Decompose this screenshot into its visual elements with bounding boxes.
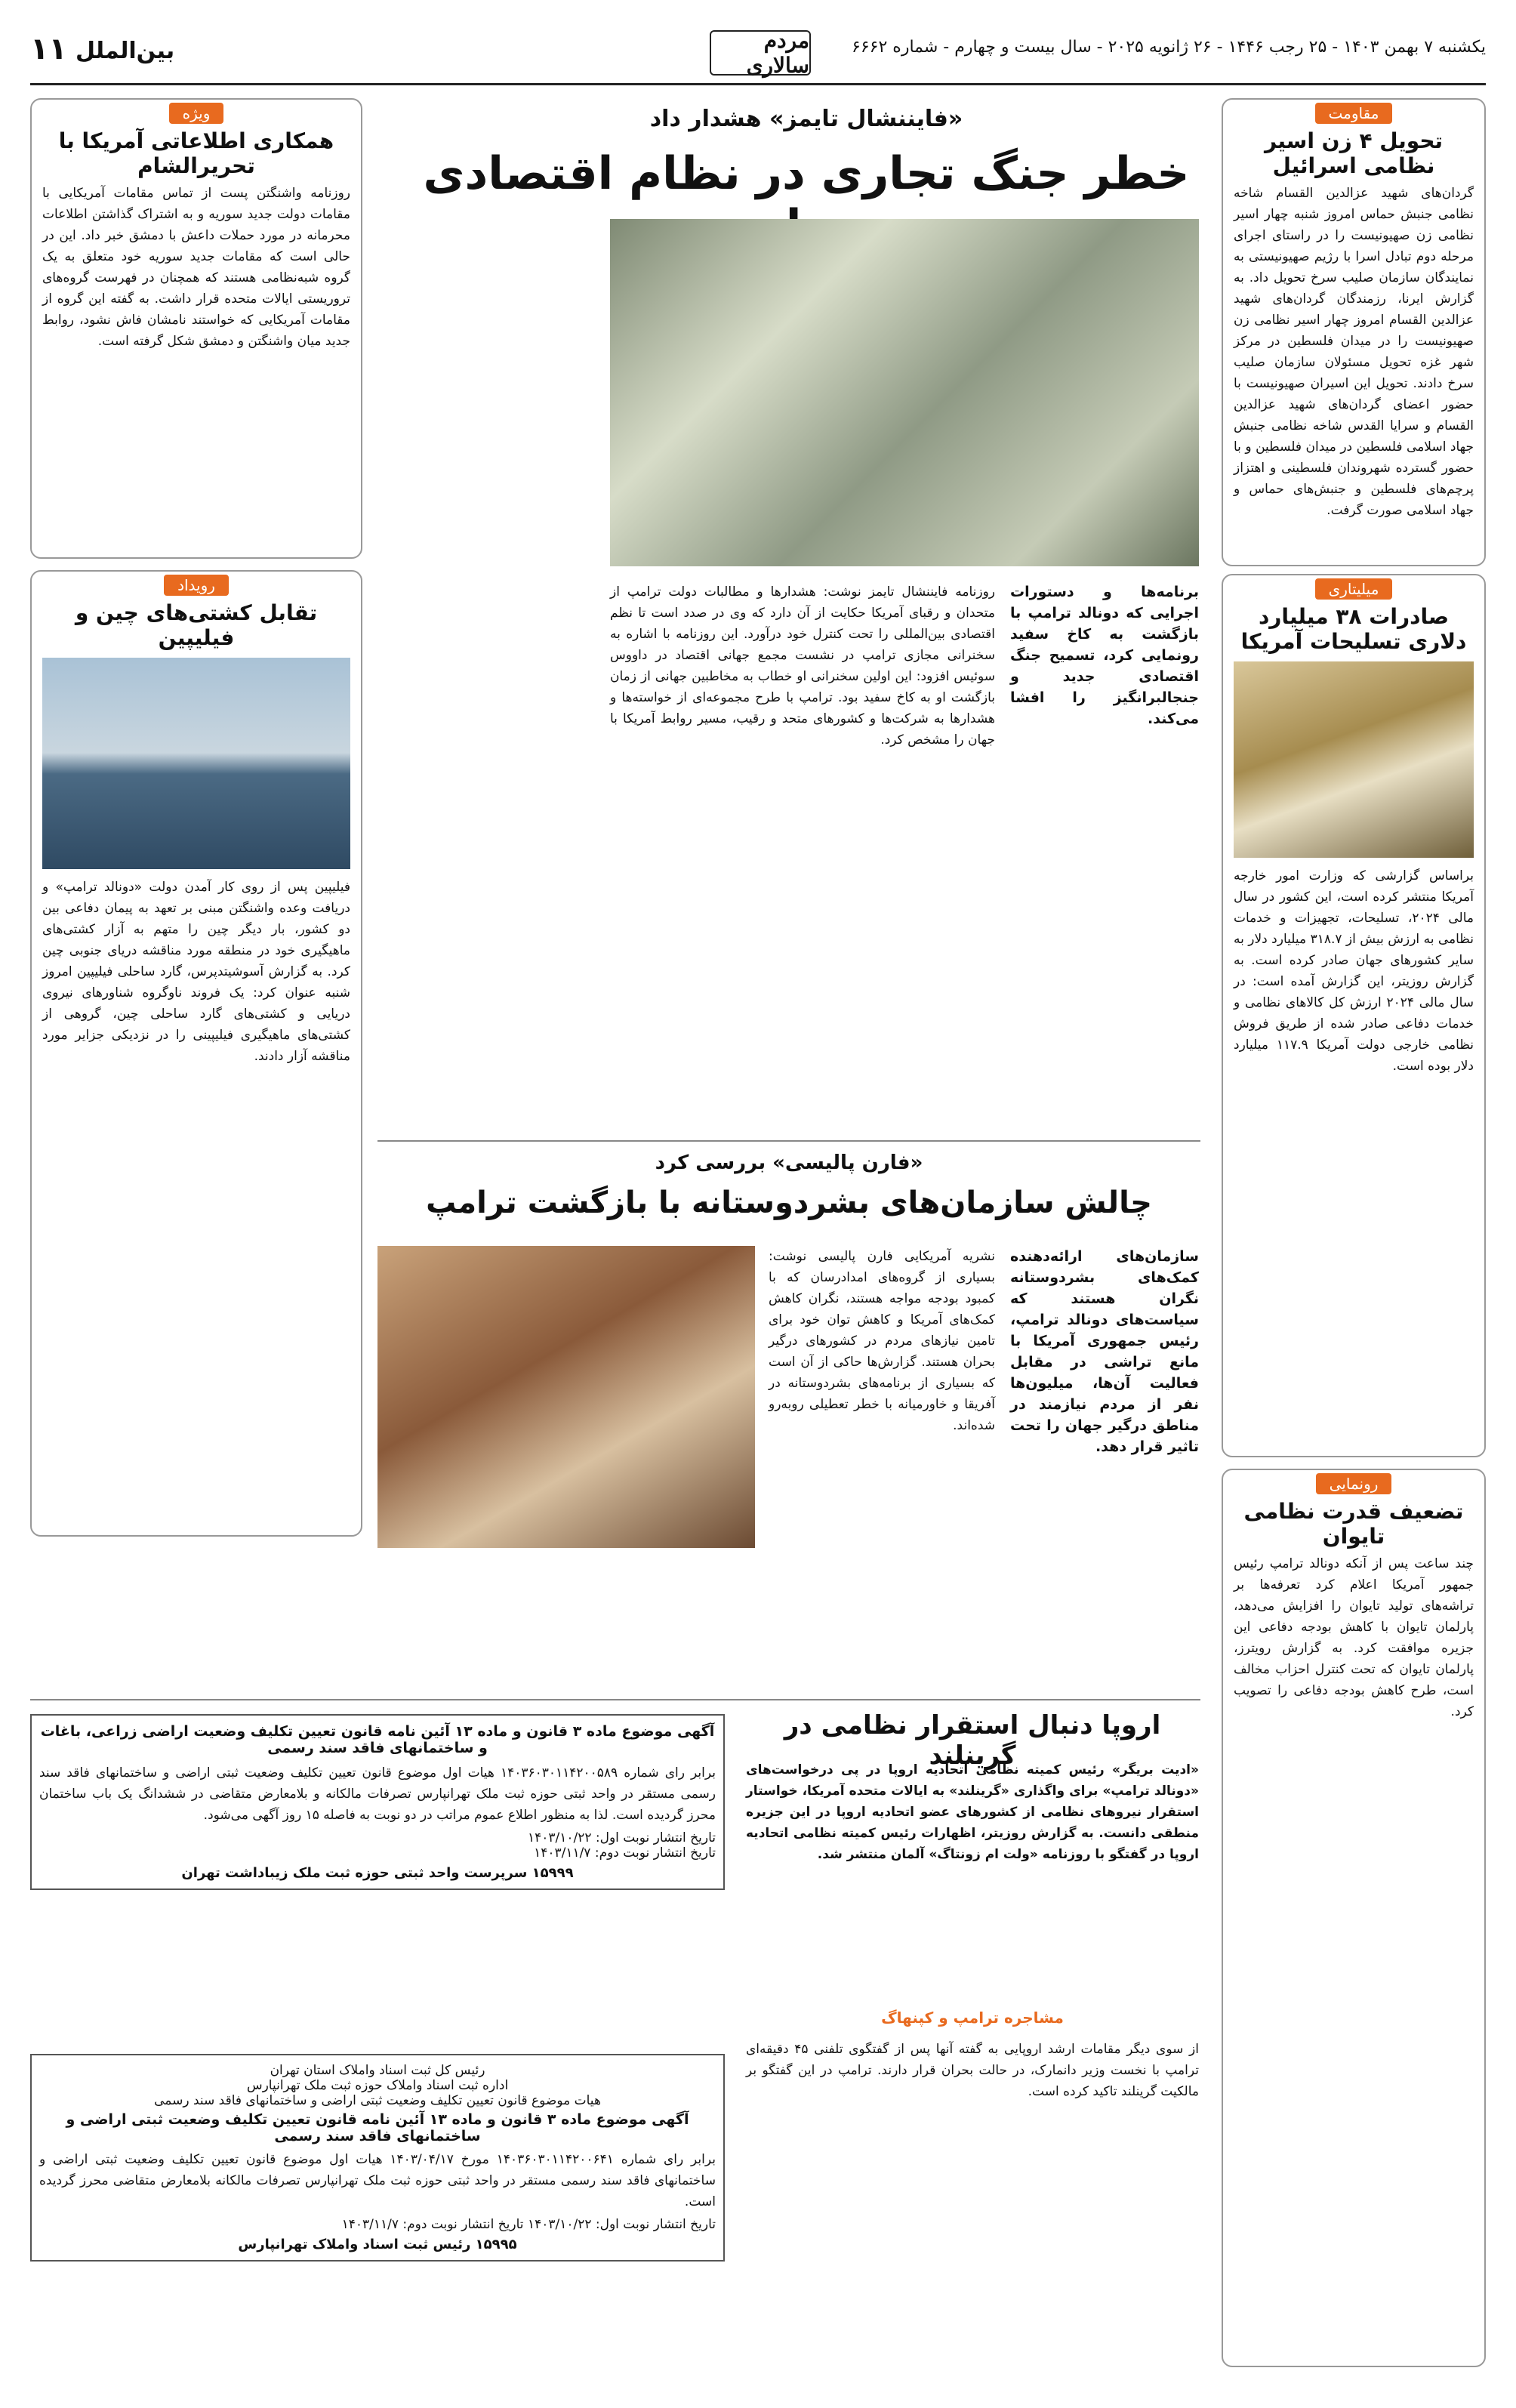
section-name: بین‌الملل bbox=[75, 38, 175, 64]
second-lead: سازمان‌های ارائه‌دهنده کمک‌های بشردوستانه نگران هستند که سیاست‌های دونالد ترامپ، رئیس جمهوری آمریکا با مانع تراشی در مقابل فعالیت آن‌ها، میلیون‌ها نفر از مردم نیازمند در مناطق درگیر جهان را تحت تاثیر قرار دهد. bbox=[1010, 1248, 1199, 1455]
notice-signature: ۱۵۹۹۵ رئیس ثبت اسناد واملاک تهرانپارس bbox=[238, 2237, 517, 2252]
notice-date-2: تاریخ انتشار نوبت دوم: ۱۴۰۳/۱۱/۷ bbox=[534, 1845, 716, 1861]
box-title: صادرات ۳۸ میلیارد دلاری تسلیحات آمریکا bbox=[1240, 604, 1467, 654]
notice-dates: تاریخ انتشار نوبت اول: ۱۴۰۳/۱۰/۲۲ تاریخ انتشار نوبت دوم: ۱۴۰۳/۱۱/۷ bbox=[341, 2217, 716, 2232]
newspaper-logo: مردم سالاری bbox=[710, 30, 811, 76]
notice-signature: ۱۵۹۹۹ سرپرست واحد ثبتی حوزه ثبت ملک زیباداشت تهران bbox=[181, 1865, 574, 1881]
main-body: روزنامه فایننشال تایمز نوشت: هشدارها و مطالبات دولت ترامپ از متحدان و رقبای آمریکا حکایت از آن دارد که وی در صدد است تا نظم اقتصادی بین‌المللی را تحت کنترل خود درآورد. این روزنامه با اشاره به سخنرانی مجازی ترامپ در نشست مجمع جهانی اقتصاد در داووس سوئیس افزود: این اولین سخنرانی او خطاب به مخاطبین جهانی از زمان بازگشت او به کاخ سفید بود. ترامپ با طرح مجموعه‌ای از خواسته‌ها و هشدارها به شرکت‌ها و کشورهای متحد و رقیب، مسیر روابط آمریکا با جهان را مشخص کرد. bbox=[610, 584, 995, 748]
left-box-event bbox=[30, 570, 362, 1537]
box-title: تضعیف قدرت نظامی تایوان bbox=[1243, 1499, 1464, 1549]
legal-notice-2 bbox=[30, 2054, 725, 2262]
page-number: ۱۱ bbox=[30, 32, 67, 66]
section-tag: میلیتاری bbox=[1315, 578, 1393, 600]
box-text: چند ساعت پس از آنکه دونالد ترامپ رئیس جمهور آمریکا اعلام کرد تعرفه‌ها بر تراشه‌های تولید تایوان را افزایش می‌دهد، پارلمان تایوان با کاهش بودجه دفاعی این جزیره موافقت کرد. به گزارش رویترز، پارلمان تایوان که تحت کنترل احزاب مخالف است، طرح کاهش بودجه دفاعی را تصویب کرد. bbox=[1234, 1556, 1474, 1719]
divider bbox=[30, 1699, 1200, 1700]
notice-org-2: اداره ثبت اسناد واملاک حوزه ثبت ملک تهرانپارس bbox=[246, 2078, 509, 2093]
right-box-taiwan bbox=[1222, 1469, 1486, 2367]
box-title: تحویل ۴ زن اسیر نظامی اسرائیل bbox=[1264, 128, 1444, 178]
box-text: روزنامه واشنگتن پست از تماس مقامات آمریکایی با مقامات دولت جدید سوریه و به اشتراک گذاشتن اطلاعات محرمانه در مورد حملات داعش با دمشق خبر داد. این در حالی است که مقامات جدید سوریه خود متعلق به یک گروه شبه‌نظامی هستند که همچنان در فهرست گروه‌های تروریستی ایالات متحده قرار داشت. به گفته این گروه از مقامات آمریکایی که خواستند نامشان فاش نشود، روابط جدید میان واشنگتن و دمشق شکل گرفته است. bbox=[42, 186, 350, 349]
second-kicker: «فارن پالیسی» بررسی کرد bbox=[655, 1152, 923, 1174]
refugee-children-photo bbox=[377, 1246, 755, 1548]
notice-date-1: تاریخ انتشار نوبت اول: ۱۴۰۳/۱۰/۲۲ bbox=[527, 1830, 716, 1845]
main-headline: خطر جنگ تجاری در نظام اقتصادی bbox=[423, 147, 1190, 200]
greenland-body: «ادیت بریگر» رئیس کمیته نظامی اتحادیه اروپا در پی درخواست‌های «دونالد ترامپ» برای واگذاری «گرینلند» به ایالات متحده آمریکا، خواستار استقرار نیروهای نظامی از کشورهای عضو اتحادیه اروپا در این جزیره منطقی دانست. به گزارش روزیتر، اظهارات رئیس کمیته نظامی اتحادیه اروپا در گفتگو با روزنامه «ولت ام زونتاگ» آلمان منتشر شد. bbox=[746, 1762, 1199, 1862]
divider bbox=[377, 1140, 1200, 1142]
missiles-photo bbox=[1234, 661, 1474, 858]
notice-org-3: هیات موضوع قانون تعیین تکلیف وضعیت ثبتی اراضی و ساختمانهای فاقد سند رسمی bbox=[154, 2093, 601, 2108]
box-title: تقابل کشتی‌های چین و فیلیپین bbox=[75, 600, 318, 650]
second-headline: چالش سازمان‌های بشردوستانه با بازگشت ترامپ bbox=[426, 1186, 1152, 1220]
box-text: براساس گزارشی که وزارت امور خارجه آمریکا منتشر کرده است، این کشور در سال مالی ۲۰۲۴، تسلیحات، تجهیزات و خدمات نظامی به ارزش بیش از ۳۱۸.۷ میلیارد دلار به سایر کشورهای جهان صادر کرده است. به گزارش روزیتر، این گزارش آمده است: در سال مالی ۲۰۲۴ ارزش کل کالاهای نظامی و خدمات دفاعی صادر شده از طریق فروش نظامی خارجی دولت آمریکا ۱۱۷.۹ میلیارد دلار بوده است. bbox=[1234, 868, 1474, 1074]
dateline: یکشنبه ۷ بهمن ۱۴۰۳ - ۲۵ رجب ۱۴۴۶ - ۲۶ ژانویه ۲۰۲۵ - سال بیست و چهارم - شماره ۶۶۶۲ bbox=[852, 38, 1486, 57]
main-lead: برنامه‌ها و دستورات اجرایی که دونالد ترامپ با بازگشت به کاخ سفید رونمایی کرد، تسمیح جنگ اقتصادی جدید و جنجالبرانگیز را افشا می‌کند. bbox=[1010, 584, 1199, 727]
notice-title: آگهی موضوع ماده ۳ قانون و ماده ۱۳ آئین نامه قانون تعیین تکلیف وضعیت اراضی زراعی، باغات و ساختمانهای فاقد سند رسمی bbox=[40, 1723, 715, 1756]
notice-title: آگهی موضوع ماده ۳ قانون و ماده ۱۳ آئین نامه قانون تعیین تکلیف وضعیت ثبتی اراضی و ساختمانهای فاقد سند رسمی bbox=[66, 2111, 689, 2144]
section-tag: رونمایی bbox=[1316, 1473, 1392, 1494]
notice-text: برابر رای شماره ۱۴۰۳۶۰۳۰۱۱۴۲۰۰۶۴۱ مورخ ۱۴۰۳/۰۴/۱۷ هیات اول موضوع قانون تعیین تکلیف وضعیت ثبتی اراضی و ساختمانهای فاقد سند رسمی مستقر در واحد ثبتی حوزه ثبت ملک تهرانپارس تصرفات مالکانه بلامعارض متقاضی محرز گردیده است. bbox=[39, 2152, 716, 2209]
box-text: گردان‌های شهید عزالدین القسام شاخه نظامی جنبش حماس امروز شنبه چهار اسیر نظامی زن صهیونیست را در راستای اجرای مرحله دوم تبادل اسرا با رژیم صهیونیستی به نمایندگان سازمان صلیب سرخ تحویل داد. به گزارش ایرنا، رزمندگان گردان‌های شهید عزالدین القسام امروز چهار اسیر نظامی زن صهیونیست را در میدان فلسطین در مرکز شهر غزه تحویل مسئولان سازمان صلیب سرخ دادند. تحویل این اسیران صهیونیست با حضور اعضای گردان‌های شهید عزالدین القسام و سرایا القدس شاخه نظامی جنبش جهاد اسلامی فلسطین در میدان فلسطین و با حضور گسترده شهروندان فلسطینی و اهتزاز پرچم‌های فلسطین و جنبش‌های حماس و جهاد اسلامی صورت گرفت. bbox=[1234, 186, 1474, 518]
box-text: فیلیپین پس از روی کار آمدن دولت «دونالد ترامپ» و دریافت وعده واشنگتن مبنی بر تعهد به پیمان دفاعی بین دو کشور، بار دیگر چین را متهم به آزار کشتی‌های ماهیگیری خود در منطقه مورد مناقشه دریای جنوبی چین کرد. به گزارش آسوشیتدپرس، گارد ساحلی فیلیپین امروز شنبه عنوان کرد: یک فروند ناوگروه شناورهای نیروی دریایی و کشتی‌های گارد ساحلی چین، گروهی از کشتی‌های ماهیگیری فیلیپینی را در نزدیکی جزایر مورد مناقشه آزار دادند. bbox=[42, 880, 350, 1064]
right-box-resistance bbox=[1222, 98, 1486, 566]
section-tag: رویداد bbox=[164, 575, 229, 596]
notice-org-1: رئیس کل ثبت اسناد واملاک استان تهران bbox=[270, 2063, 485, 2078]
money-tank-photo bbox=[610, 219, 1199, 566]
box-title: همکاری اطلاعاتی آمریکا با تحریرالشام bbox=[58, 128, 334, 178]
greenland-body-2: از سوی دیگر مقامات ارشد اروپایی به گفته آنها پس از گفتگوی تلفنی ۴۵ دقیقه‌ای ترامپ با نخست وزیر دانمارک، در حالت بحران قرار دارند. ترامپ در این گفتگو بر مالکیت گرینلند تاکید کرده است. bbox=[746, 2042, 1199, 2099]
notice-text: برابر رای شماره ۱۴۰۳۶۰۳۰۱۱۴۲۰۰۵۸۹ هیات اول موضوع قانون تعیین تکلیف وضعیت ثبتی اراضی و ساختمانهای فاقد سند رسمی مستقر در واحد ثبتی حوزه ثبت ملک تهرانپارس تصرفات مالکانه و بلامعارض متقاضی در ششدانگ یک باب ساختمان محرز گردیده است. لذا به منظور اطلاع عموم مراتب در دو نوبت به فاصله ۱۵ روز آگهی می‌شود. bbox=[39, 1765, 716, 1823]
greenland-subhead: مشاجره ترامپ و کپنهاگ bbox=[881, 2009, 1064, 2027]
section-tag: مقاومت bbox=[1315, 103, 1393, 124]
section-tag: ویژه bbox=[169, 103, 224, 124]
second-body: نشریه آمریکایی فارن پالیسی نوشت: بسیاری از گروه‌های امدادرسان که با کمبود بودجه مواجه هستند، نگران کاهش کمک‌های آمریکا و کاهش توان خود برای تامین نیازهای مردم در کشورهای درگیر بحران هستند. گزارش‌ها حاکی از آن است که بسیاری از برنامه‌های بشردوستانه در آفریقا و خاورمیانه با خطر تعطیلی روبه‌رو شده‌اند. bbox=[769, 1249, 995, 1433]
warship-photo bbox=[42, 658, 350, 869]
greenland-headline: اروپا دنبال استقرار نظامی در گرینلند bbox=[784, 1710, 1161, 1771]
legal-notice-1 bbox=[30, 1714, 725, 1890]
right-box-military bbox=[1222, 574, 1486, 1457]
left-box-special bbox=[30, 98, 362, 559]
main-kicker: «فایننشال تایمز» هشدار داد bbox=[649, 106, 963, 132]
